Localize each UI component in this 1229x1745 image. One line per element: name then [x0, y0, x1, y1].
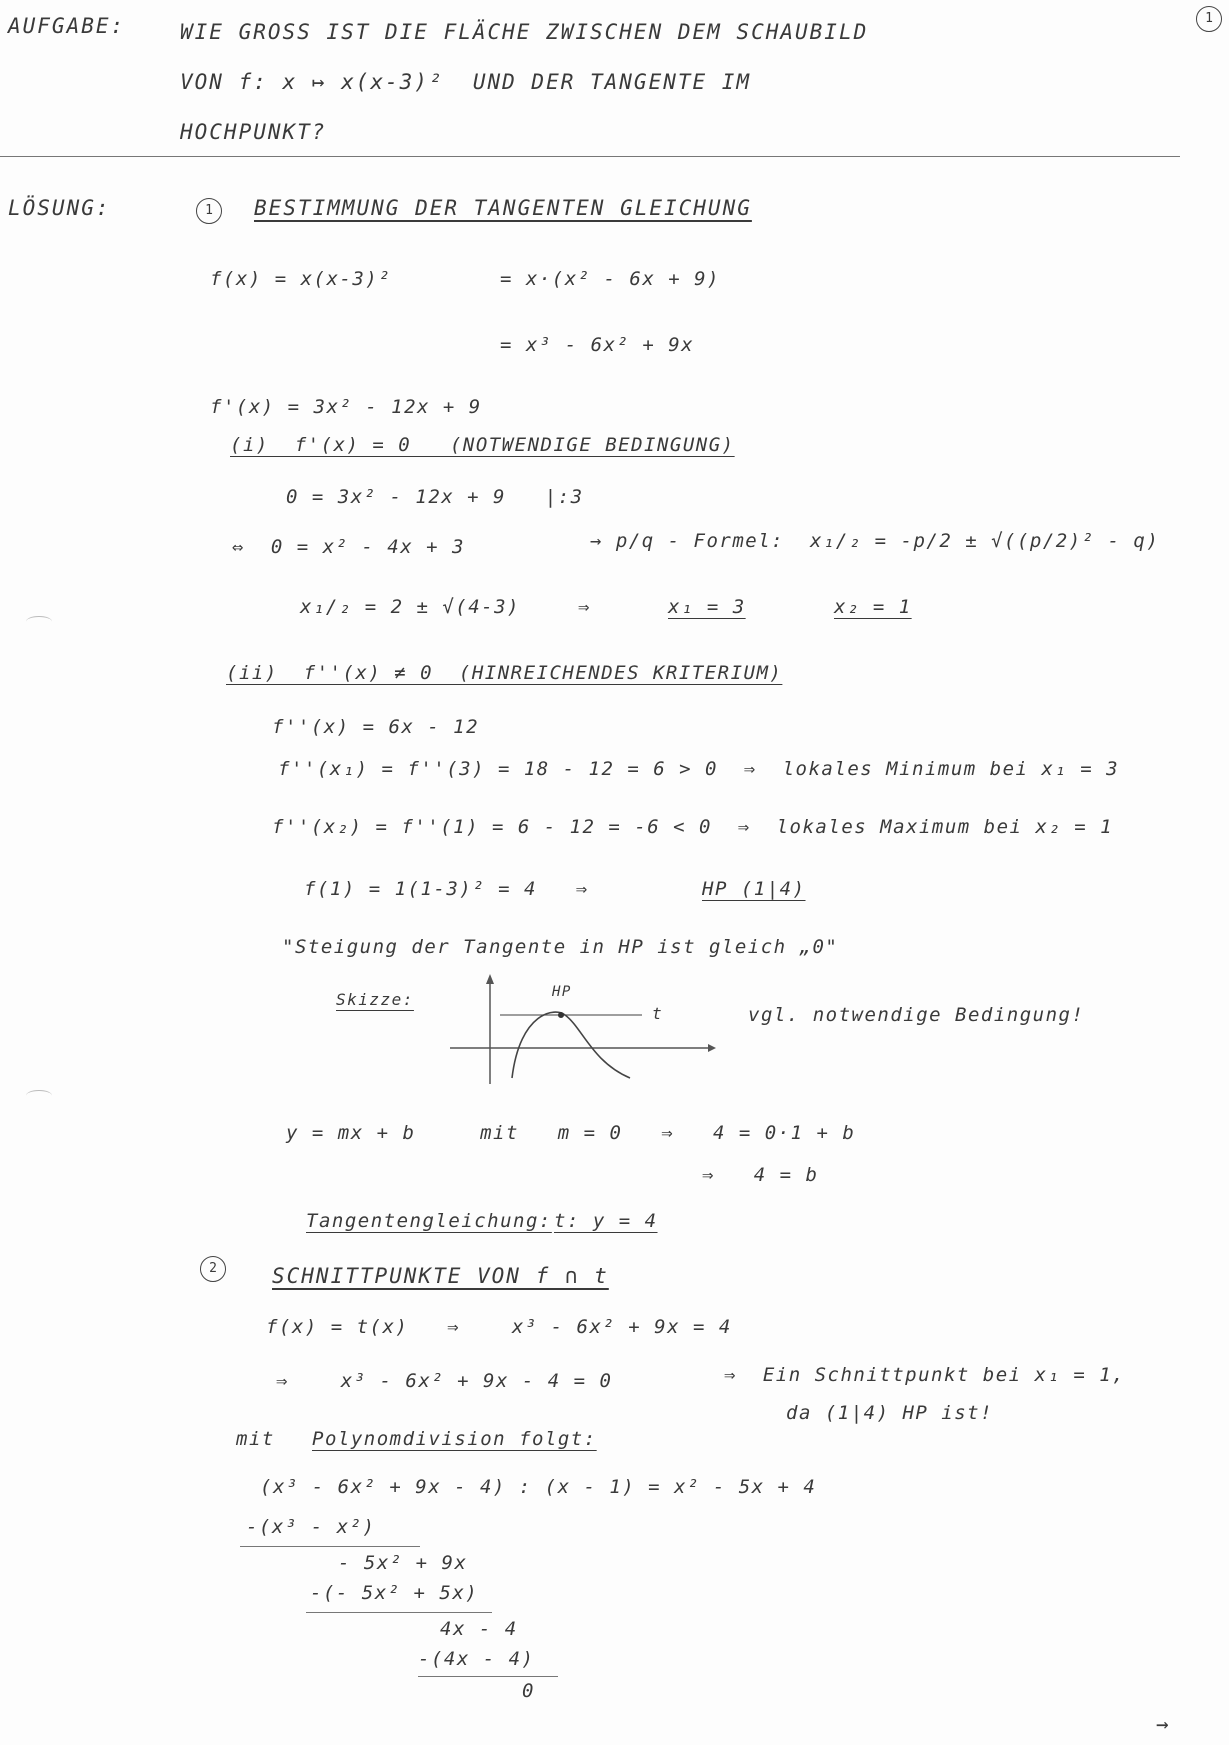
divider-line — [0, 156, 1180, 157]
solution-label: LÖSUNG: — [8, 196, 111, 220]
intersection-eq-2: ⇒ x³ - 6x² + 9x - 4 = 0 — [276, 1370, 613, 1392]
step-1-number: 1 — [196, 198, 222, 224]
step-1-title: BESTIMMUNG DER TANGENTEN GLEICHUNG — [254, 196, 752, 220]
task-label: AUFGABE: — [8, 14, 126, 38]
root-x1: x₁ = 3 — [668, 596, 746, 618]
f-prime: f'(x) = 3x² - 12x + 9 — [210, 396, 482, 418]
f-second-derivative: f''(x) = 6x - 12 — [272, 716, 480, 738]
f-expansion-2: = x³ - 6x² + 9x — [500, 334, 695, 356]
sketch-hp-label: HP — [552, 984, 572, 1000]
tangent-label: Tangentengleichung: — [306, 1210, 552, 1232]
division-remainder: 0 — [522, 1680, 535, 1702]
poly-label: Polynomdivision folgt: — [312, 1428, 597, 1450]
intersection-eq-1: f(x) = t(x) ⇒ x³ - 6x² + 9x = 4 — [266, 1316, 732, 1338]
b-result: ⇒ 4 = b — [702, 1164, 819, 1186]
check-maximum: f''(x₂) = f''(1) = 6 - 12 = -6 < 0 ⇒ lokales Maximum bei x₂ = 1 — [272, 816, 1114, 838]
punch-hole-mark-2 — [26, 1090, 52, 1101]
pq-formula-hint: → p/q - Formel: x₁/₂ = -p/2 ± √((p/2)² - q) — [590, 530, 1160, 552]
high-point: HP (1|4) — [702, 878, 806, 900]
page-number: 1 — [1196, 6, 1222, 32]
task-line-1: WIE GROSS IST DIE FLÄCHE ZWISCHEN DEM SCHAUBILD — [180, 20, 869, 44]
division-rule-3 — [418, 1676, 558, 1677]
division-step-1: -(x³ - x²) — [246, 1516, 376, 1538]
poly-intro: mit — [236, 1428, 275, 1450]
sketch-label: Skizze: — [336, 990, 414, 1009]
line-equation: y = mx + b mit m = 0 ⇒ 4 = 0·1 + b — [286, 1122, 856, 1144]
step-2-number: 2 — [200, 1256, 226, 1282]
equation-2: ⇔ 0 = x² - 4x + 3 — [232, 536, 465, 558]
equation-1: 0 = 3x² - 12x + 9 |:3 — [286, 486, 584, 508]
continue-arrow: → — [1156, 1712, 1171, 1736]
step-2-title: SCHNITTPUNKTE VON f ∩ t — [272, 1264, 609, 1288]
punch-hole-mark — [26, 616, 52, 627]
division-step-3: -(- 5x² + 5x) — [310, 1582, 479, 1604]
f-definition: f(x) = x(x-3)² — [210, 268, 392, 290]
slope-note: "Steigung der Tangente in HP ist gleich „0" — [282, 936, 839, 958]
division-step-2: - 5x² + 9x — [338, 1552, 468, 1574]
implies-arrow: ⇒ — [578, 596, 591, 618]
condition-i: (i) f'(x) = 0 (NOTWENDIGE BEDINGUNG) — [230, 434, 735, 456]
intersection-note-1: ⇒ Ein Schnittpunkt bei x₁ = 1, — [724, 1364, 1126, 1386]
task-line-2: VON f: x ↦ x(x-3)² UND DER TANGENTE IM — [180, 70, 752, 94]
condition-ii: (ii) f''(x) ≠ 0 (HINREICHENDES KRITERIUM) — [226, 662, 783, 684]
sketch-y-arrow — [486, 974, 494, 984]
f-at-1: f(1) = 1(1-3)² = 4 ⇒ — [304, 878, 589, 900]
x12-formula: x₁/₂ = 2 ± √(4-3) — [300, 596, 520, 618]
tangent-equation: t: y = 4 — [554, 1210, 658, 1232]
sketch-x-arrow — [708, 1044, 716, 1052]
sketch-curve — [512, 1012, 630, 1078]
check-minimum: f''(x₁) = f''(3) = 18 - 12 = 6 > 0 ⇒ lokales Minimum bei x₁ = 3 — [278, 758, 1120, 780]
intersection-note-2: da (1|4) HP ist! — [786, 1402, 994, 1424]
task-line-3: HOCHPUNKT? — [180, 120, 327, 144]
division-step-5: -(4x - 4) — [418, 1648, 535, 1670]
sketch-graph — [440, 972, 720, 1090]
sketch-hp-point — [558, 1012, 564, 1018]
compare-note: vgl. notwendige Bedingung! — [748, 1004, 1085, 1026]
f-expansion-1: = x·(x² - 6x + 9) — [500, 268, 720, 290]
division-rule-1 — [240, 1546, 420, 1547]
sketch-t-label: t — [652, 1004, 664, 1023]
division-rule-2 — [306, 1612, 492, 1613]
division-head: (x³ - 6x² + 9x - 4) : (x - 1) = x² - 5x + 4 — [260, 1476, 817, 1498]
root-x2: x₂ = 1 — [834, 596, 912, 618]
division-step-4: 4x - 4 — [440, 1618, 518, 1640]
